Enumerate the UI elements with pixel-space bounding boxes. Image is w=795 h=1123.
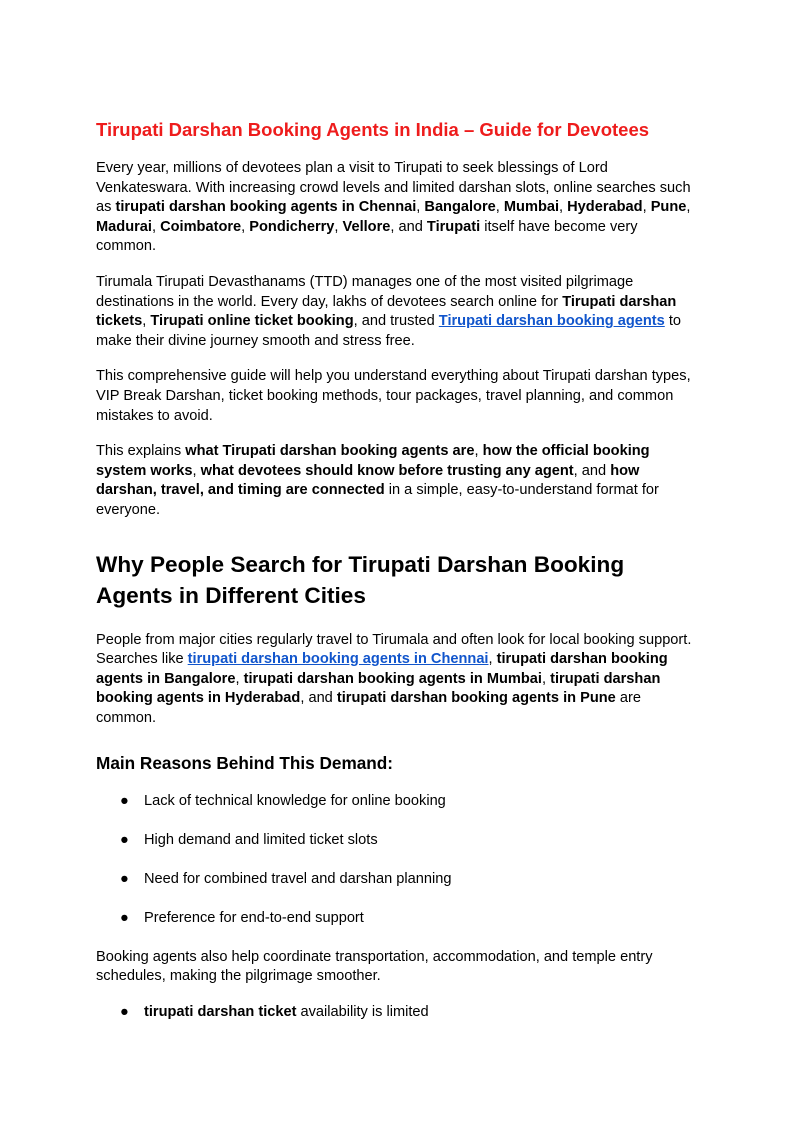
text: Every year, millions of devotees plan a visit to Tirupati to seek blessings of Lord Venkateswara. With increasing crowd levels and limited darshan slots, online searches such as bbox=[96, 160, 691, 216]
text: This explains bbox=[96, 443, 186, 460]
bold-text: Mumbai bbox=[503, 199, 560, 216]
text: , bbox=[541, 670, 551, 687]
bold-text: tirupati darshan ticket bbox=[144, 1003, 297, 1020]
bullet-icon: ● bbox=[120, 1003, 129, 1020]
text: , and bbox=[573, 462, 611, 479]
text: are common. bbox=[96, 690, 641, 726]
subsection-heading: Main Reasons Behind This Demand: bbox=[96, 753, 394, 774]
bold-text: how darshan, travel, and timing are connected bbox=[96, 462, 640, 499]
text: , bbox=[642, 199, 651, 216]
text: , bbox=[686, 199, 691, 216]
bold-text: Coimbatore bbox=[160, 218, 242, 235]
text: , bbox=[151, 218, 161, 235]
bold-text: Bangalore bbox=[424, 199, 496, 216]
text: in a simple, easy-to-understand format for everyone. bbox=[96, 482, 659, 518]
bold-text: tirupati darshan booking agents in Hyderabad bbox=[96, 670, 661, 707]
bold-text: Pune bbox=[650, 199, 687, 216]
bullet-icon: ● bbox=[120, 871, 129, 888]
explains-paragraph bbox=[96, 442, 700, 520]
bold-text: tirupati darshan booking agents in Chennai bbox=[115, 199, 417, 216]
text: , bbox=[192, 462, 201, 479]
bullet-icon: ● bbox=[120, 909, 129, 926]
bold-text: Pondicherry bbox=[249, 218, 335, 235]
list-item-text: availability is limited bbox=[296, 1003, 429, 1020]
text: , bbox=[495, 199, 504, 216]
bold-text: Madurai bbox=[96, 218, 152, 235]
list-item-text: Lack of technical knowledge for online booking bbox=[144, 793, 446, 810]
text: , bbox=[416, 199, 425, 216]
bullet-icon: ● bbox=[120, 793, 129, 810]
list-item bbox=[96, 909, 700, 929]
text: , bbox=[235, 670, 244, 687]
text: , and bbox=[390, 218, 427, 235]
text: , bbox=[334, 218, 343, 235]
text: , bbox=[559, 199, 568, 216]
text: itself have become very common. bbox=[96, 218, 638, 255]
agents-help-paragraph: Booking agents also help coordinate transportation, accommodation, and temple entry schedules, making the pilgrimage smoother. bbox=[96, 948, 653, 985]
document-title: Tirupati Darshan Booking Agents in India – Guide for Devotees bbox=[96, 119, 650, 140]
bold-text: what devotees should know before trusting any agent bbox=[200, 462, 574, 479]
text: Tirumala Tirupati Devasthanams (TTD) manages one of the most visited pilgrimage destinations in the world. Every day, lakhs of devotees search online for bbox=[96, 273, 634, 310]
reasons-list bbox=[96, 792, 700, 928]
list-item bbox=[96, 1003, 700, 1023]
text: , and bbox=[300, 690, 337, 707]
bold-text: Hyderabad bbox=[567, 199, 643, 216]
list-item-text: Need for combined travel and darshan planning bbox=[144, 871, 452, 888]
text: , bbox=[474, 443, 483, 460]
text: , bbox=[488, 651, 497, 668]
bold-text: how the official booking system works bbox=[96, 443, 650, 479]
list-item-text: Preference for end-to-end support bbox=[144, 909, 364, 926]
text: , and trusted bbox=[353, 313, 439, 330]
ttd-paragraph bbox=[96, 273, 700, 351]
bold-text: what Tirupati darshan booking agents are bbox=[185, 443, 475, 460]
availability-list bbox=[96, 1003, 700, 1023]
intro-paragraph bbox=[96, 159, 700, 257]
bold-text: Vellore bbox=[342, 218, 391, 235]
cities-paragraph bbox=[96, 631, 700, 729]
chennai-agents-link[interactable]: tirupati darshan booking agents in Chennai bbox=[187, 651, 489, 668]
section-heading: Why People Search for Tirupati Darshan Booking Agents in Different Cities bbox=[96, 551, 625, 608]
bold-text: Tirupati bbox=[426, 218, 481, 235]
bold-text: Tirupati darshan tickets bbox=[96, 293, 677, 330]
text: to make their divine journey smooth and stress free. bbox=[96, 313, 681, 349]
text: People from major cities regularly travel to Tirumala and often look for local booking support. Searches like bbox=[96, 631, 692, 668]
bold-text: Tirupati online ticket booking bbox=[150, 313, 354, 330]
bold-text: tirupati darshan booking agents in Pune bbox=[336, 690, 616, 707]
text: , bbox=[241, 218, 250, 235]
bold-text: tirupati darshan booking agents in Bangalore bbox=[96, 651, 668, 687]
document-page bbox=[96, 118, 700, 1042]
booking-agents-link[interactable]: Tirupati darshan booking agents bbox=[438, 313, 665, 330]
list-item bbox=[96, 831, 700, 851]
bold-text: tirupati darshan booking agents in Mumbai bbox=[243, 670, 542, 687]
guide-paragraph: This comprehensive guide will help you understand everything about Tirupati darshan types, VIP Break Darshan, ticket booking methods, tour packages, travel planning, and common mistakes to avoid. bbox=[96, 368, 691, 424]
list-item bbox=[96, 870, 700, 890]
bullet-icon: ● bbox=[120, 832, 129, 849]
text: , bbox=[142, 313, 151, 330]
list-item bbox=[96, 792, 700, 812]
list-item-text: High demand and limited ticket slots bbox=[144, 832, 378, 849]
